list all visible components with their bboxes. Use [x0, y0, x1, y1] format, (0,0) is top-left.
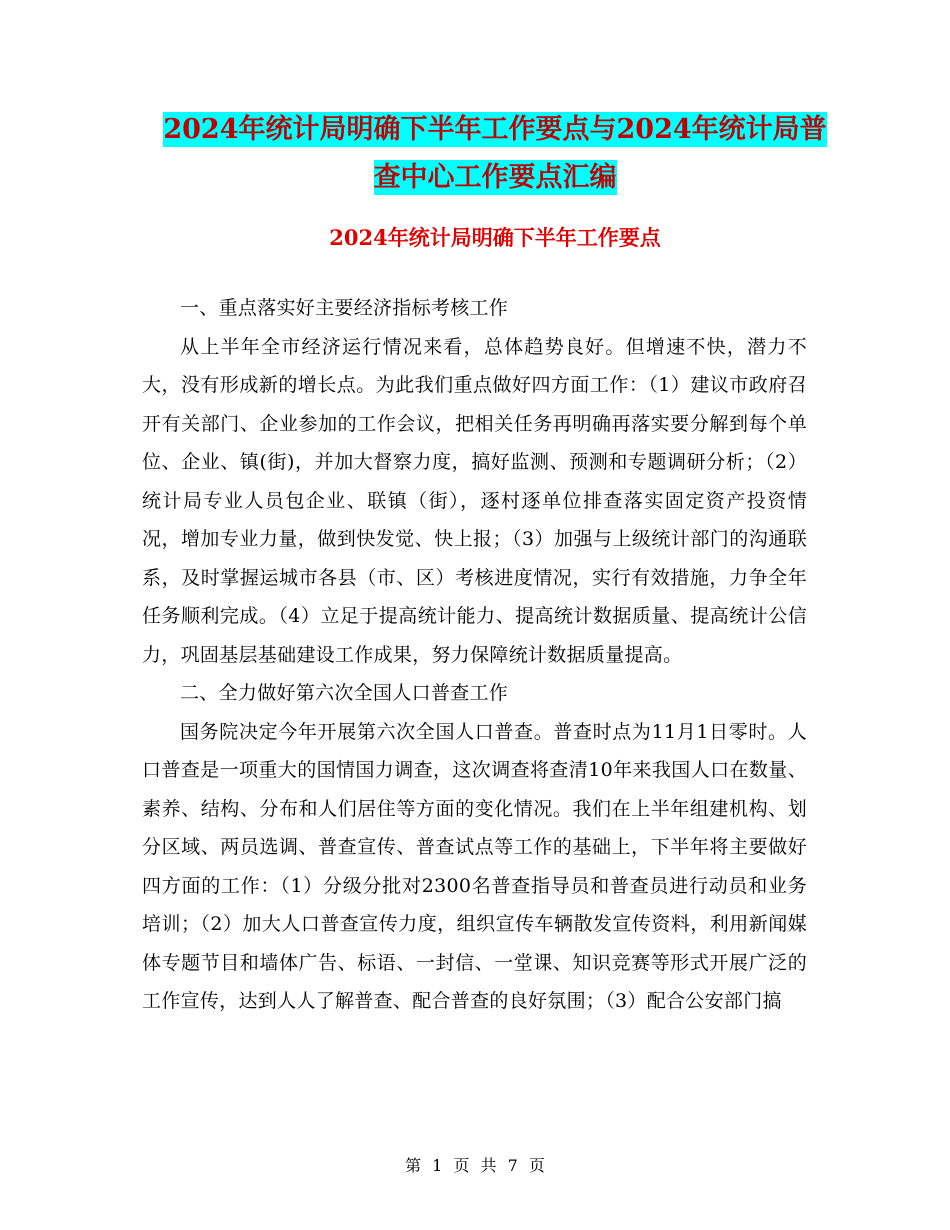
- body-paragraph-2: 国务院决定今年开展第六次全国人口普查。普查时点为11月1日零时。人口普查是一项重大的国情国力调查，这次调查将查清10年来我国人口在数量、素养、结构、分布和人们居住等方面的变化情况。我们在上半年组建机构、划分区域、两员选调、普查宣传、普查试点等工作的基础上，下半年将主要做好四方面的工作：（1）分级分批对2300名普查指导员和普查员进行动员和业务培训；（2）加大人口普查宣传力度，组织宣传车辆散发宣传资料，利用新闻媒体专题节目和墙体广告、标语、一封信、一堂课、知识竞赛等形式开展广泛的工作宣传，达到人人了解普查、配合普查的良好氛围；（3）配合公安部门搞: [142, 720, 807, 1012]
- page-footer: 第 1 页 共 7 页: [405, 1156, 545, 1175]
- heading-paragraph-2: 二、全力做好第六次全国人口普查工作: [180, 682, 509, 704]
- title-line-1: 2024年统计局明确下半年工作要点与2024年统计局普: [163, 114, 827, 145]
- body-paragraph-1: 从上半年全市经济运行情况来看，总体趋势良好。但增速不快，潜力不大，没有形成新的增长点。为此我们重点做好四方面工作：（1）建议市政府召开有关部门、企业参加的工作会议，把相关任务再明确再落实要分解到每个单位、企业、镇(街)，并加大督察力度，搞好监测、预测和专题调研分析；（2）统计局专业人员包企业、联镇（街），逐村逐单位排查落实固定资产投资情况，增加专业力量，做到快发觉、快上报；（3）加强与上级统计部门的沟通联系，及时掌握运城市各县（市、区）考核进度情况，实行有效措施，力争全年任务顺利完成。（4）立足于提高统计能力、提高统计数据质量、提高统计公信力，巩固基层基础建设工作成果，努力保障统计数据质量提高。: [142, 335, 807, 666]
- section-title: 2024年统计局明确下半年工作要点: [329, 225, 661, 250]
- heading-paragraph-1: 一、重点落实好主要经济指标考核工作: [180, 297, 509, 319]
- title-line-2: 查中心工作要点汇编: [373, 162, 617, 193]
- document-title: [140, 106, 850, 202]
- document-body: [142, 289, 807, 1021]
